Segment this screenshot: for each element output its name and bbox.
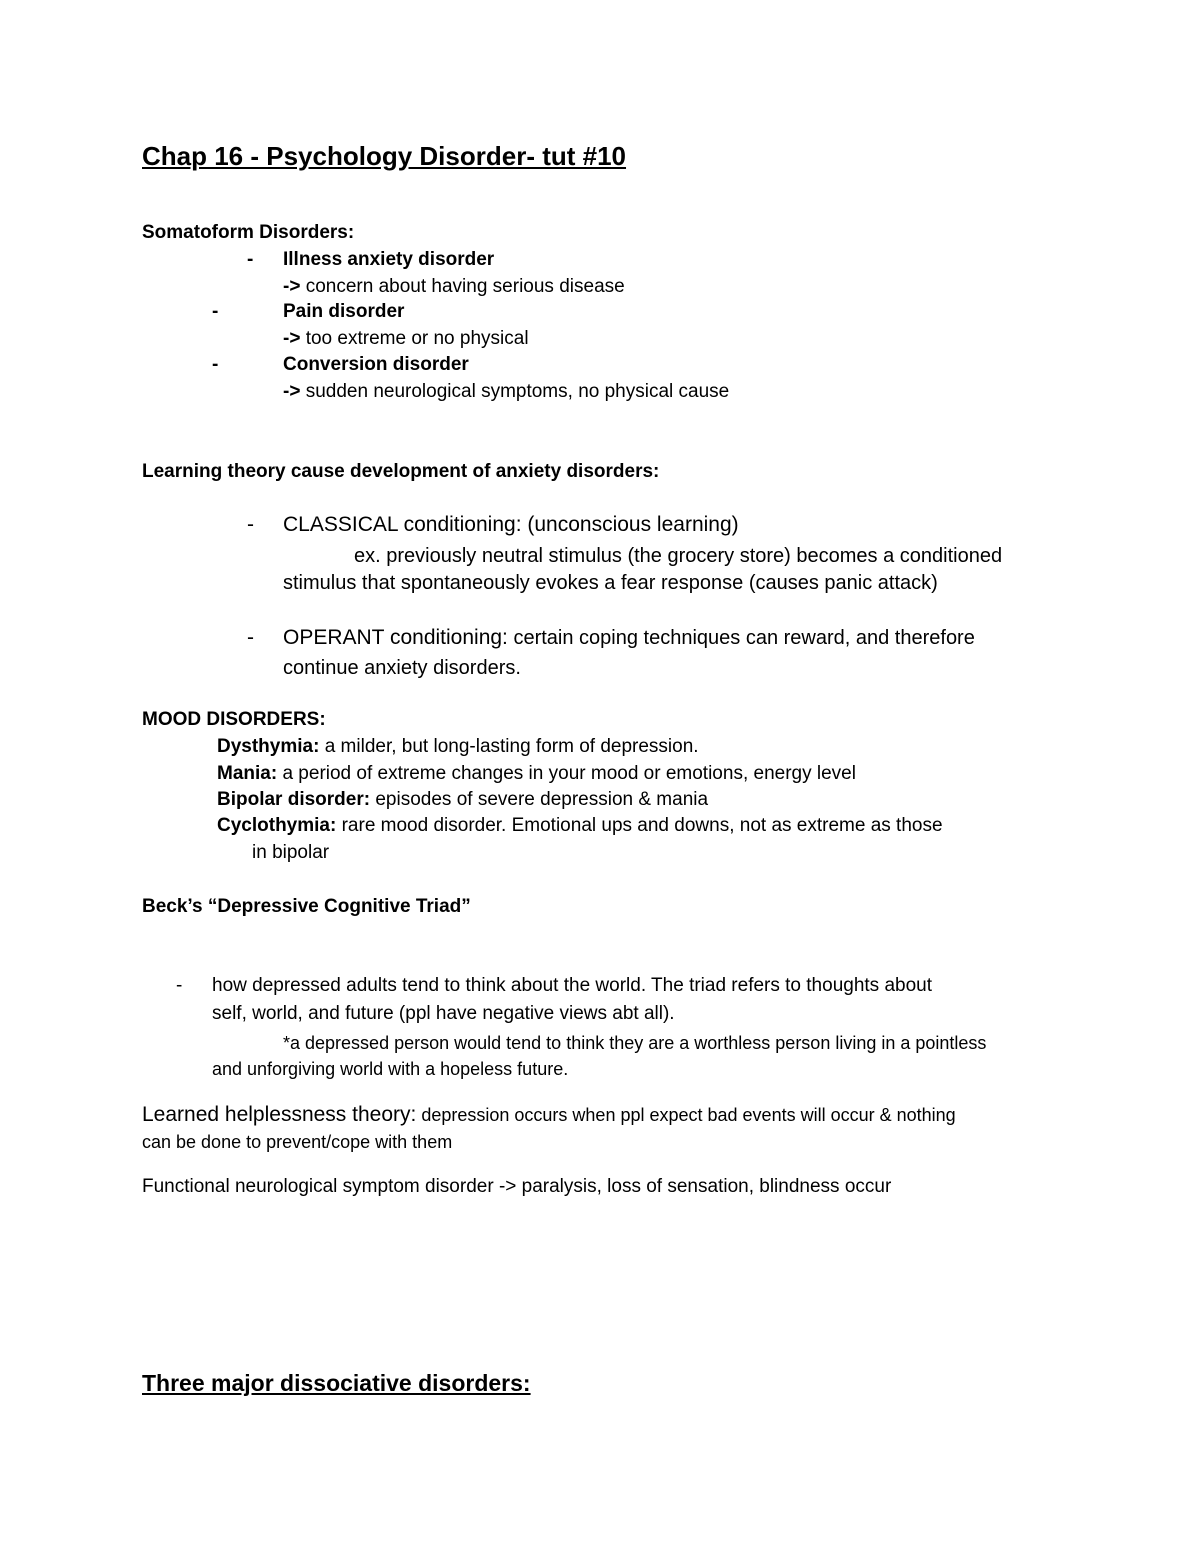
disorder-name: Pain disorder [283,301,405,322]
mood-disorders-heading: MOOD DISORDERS: [142,709,326,730]
arrow-symbol: -> [283,381,301,402]
term: Dysthymia: [217,736,320,757]
arrow-symbol: -> [283,276,301,297]
arrow-symbol: -> [283,328,301,349]
functional-neurological-note: Functional neurological symptom disorder -> paralysis, loss of sensation, blindness occur [142,1176,892,1197]
definition: a period of extreme changes in your mood or emotions, energy level [277,763,856,784]
list-bullet: - [247,626,254,649]
description-text: concern about having serious disease [300,276,625,297]
description-text: sudden neurological symptoms, no physical cause [300,381,730,402]
beck-description-line: self, world, and future (ppl have negative views abt all). [212,1003,675,1024]
disorder-description [283,328,529,350]
list-bullet: - [176,975,183,996]
beck-description-line: how depressed adults tend to think about the world. The triad refers to thoughts about [212,975,932,996]
list-bullet: - [212,301,219,322]
disorder-name: Illness anxiety disorder [283,249,495,270]
learning-theory-heading: Learning theory cause development of anxiety disorders: [142,461,660,482]
somatoform-heading: Somatoform Disorders: [142,222,355,243]
classical-example-line: stimulus that spontaneously evokes a fear response (causes panic attack) [283,572,938,594]
list-bullet: - [247,513,254,536]
operant-description-continuation: continue anxiety disorders. [283,657,521,679]
term: Bipolar disorder: [217,789,371,810]
mood-disorder-item [217,789,708,811]
dissociative-disorders-heading: Three major dissociative disorders: [142,1370,531,1396]
learned-helplessness-label: Learned helplessness theory: [142,1103,417,1126]
disorder-description [283,381,729,403]
beck-heading: Beck’s “Depressive Cognitive Triad” [142,896,471,917]
disorder-name: Conversion disorder [283,354,469,375]
mood-disorder-item [217,815,943,837]
mood-disorder-item [217,763,856,785]
operant-description: certain coping techniques can reward, and therefore [507,627,975,649]
definition: rare mood disorder. Emotional ups and downs, not as extreme as those [336,815,943,836]
learned-helplessness-line [142,1103,956,1127]
list-bullet: - [247,249,254,270]
disorder-description [283,276,625,298]
definition: a milder, but long-lasting form of depression. [319,736,699,757]
description-text: too extreme or no physical [300,328,529,349]
beck-note-line: and unforgiving world with a hopeless future. [212,1059,569,1079]
mood-disorder-continuation: in bipolar [252,842,330,863]
mood-disorder-item [217,736,699,758]
classical-conditioning-label: CLASSICAL conditioning: (unconscious learning) [283,513,739,536]
term: Mania: [217,763,278,784]
operant-conditioning-label: OPERANT conditioning: [283,626,508,649]
operant-conditioning-line [283,626,975,650]
list-bullet: - [212,354,219,375]
classical-example-line: ex. previously neutral stimulus (the grocery store) becomes a conditioned [354,545,1003,567]
beck-note-line: *a depressed person would tend to think they are a worthless person living in a pointless [283,1033,987,1053]
learned-helplessness-description: depression occurs when ppl expect bad events will occur & nothing [416,1105,956,1125]
page-title: Chap 16 - Psychology Disorder- tut #10 [142,141,627,171]
definition: episodes of severe depression & mania [370,789,709,810]
learned-helplessness-continuation: can be done to prevent/cope with them [142,1132,453,1152]
term: Cyclothymia: [217,815,337,836]
